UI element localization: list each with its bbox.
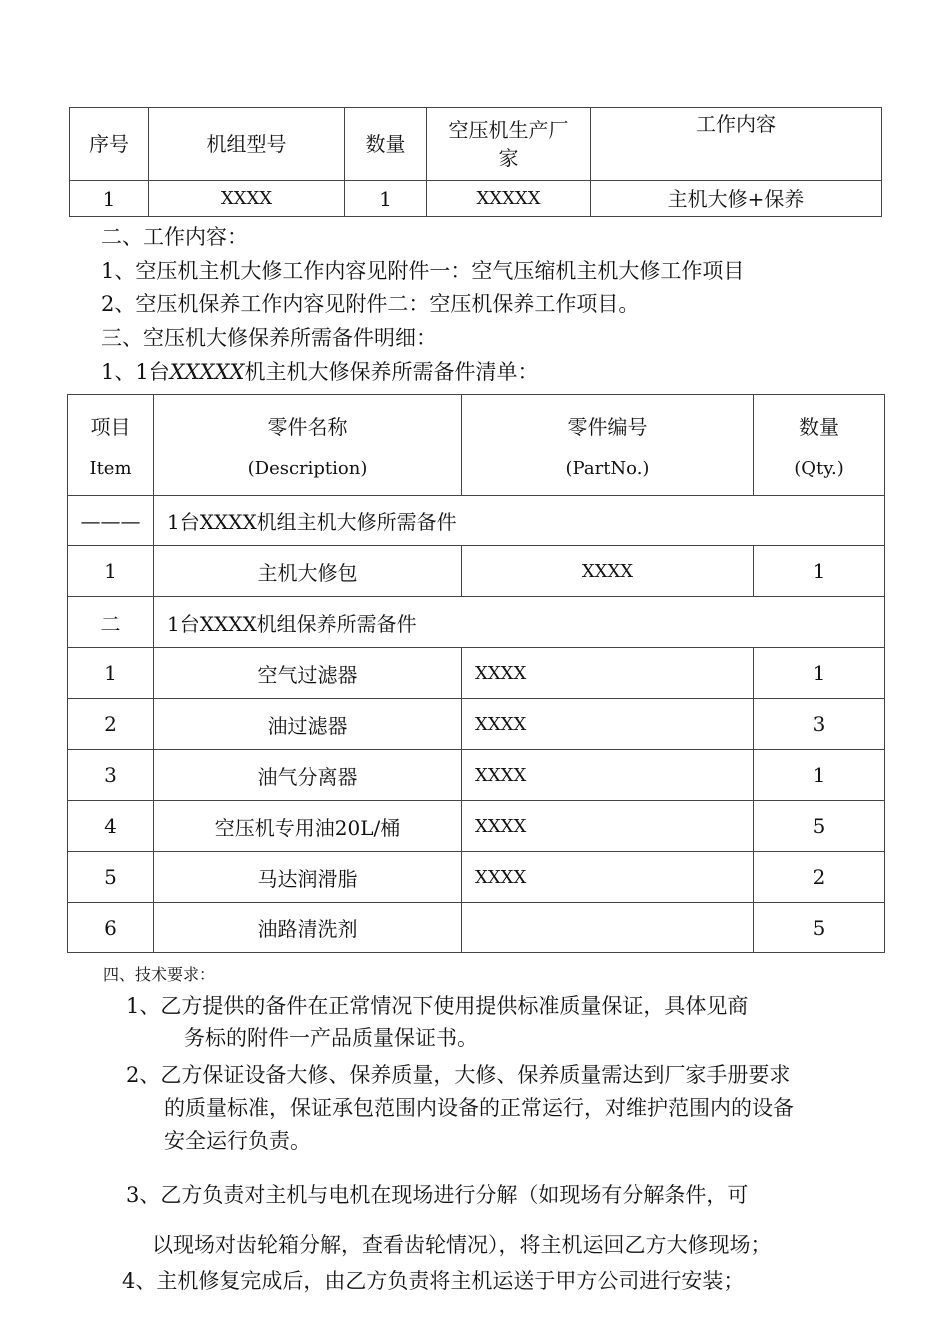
cell-item: 6 [68,903,154,953]
cell-partno: XXXX [462,546,754,597]
cell-partno: XXXX [462,801,754,852]
requirement-3-line1: 3、乙方负责对主机与电机在现场进行分解（如现场有分解条件，可 [126,1183,749,1207]
section4-title: 四、技术要求： [103,965,216,984]
requirement-1 [126,990,748,1054]
cell-partno: XXXX [462,852,754,903]
group-index: ——— [68,496,154,546]
table-row [68,903,885,953]
requirement-3 [126,1170,772,1270]
unit-table [69,107,882,217]
header-item-en: Item [89,458,132,479]
header-work: 工作内容 [591,108,882,181]
section2-item-2: 2、空压机保养工作内容见附件二：空压机保养工作项目。 [101,292,640,316]
cell-description: 空气过滤器 [154,648,462,699]
cell-description: 油路清洗剂 [154,903,462,953]
header-qty-cn: 数量 [799,415,839,439]
cell-item: 5 [68,852,154,903]
requirement-4-line1: 4、主机修复完成后，由乙方负责将主机运送于甲方公司进行安装； [122,1269,745,1293]
table-row [68,750,885,801]
list-model: XXXXX [169,360,245,384]
unit-table-row [70,181,882,217]
cell-description: 油气分离器 [154,750,462,801]
header-partno-cn: 零件编号 [567,415,648,439]
table-row [68,546,885,597]
unit-table-header-row [70,108,882,181]
section2-title: 二、工作内容： [101,225,248,249]
cell-description: 主机大修包 [154,546,462,597]
cell-qty: 1 [754,648,885,699]
cell-model: XXXX [149,181,345,217]
cell-qty: 1 [345,181,427,217]
section2-item-1: 1、空压机主机大修工作内容见附件一：空气压缩机主机大修工作项目 [101,259,745,283]
header-qty: 数量 [345,108,427,181]
cell-item: 3 [68,750,154,801]
cell-qty: 5 [754,801,885,852]
header-manufacturer [427,108,591,181]
header-qty-en: (Qty.) [794,458,844,479]
list-prefix: 1、1台 [101,360,170,384]
cell-work: 主机大修+保养 [591,181,882,217]
cell-item: 1 [68,648,154,699]
requirement-2-line1: 2、乙方保证设备大修、保养质量，大修、保养质量需达到厂家手册要求 [126,1063,791,1087]
group-title: 1台XXXX机组主机大修所需备件 [154,496,885,546]
group-row-overhaul [68,496,885,546]
header-manufacturer-line1: 空压机生产厂 [448,118,569,142]
header-item [68,395,154,496]
requirement-1-line2: 务标的附件一产品质量保证书。 [184,1026,478,1050]
cell-description: 马达润滑脂 [154,852,462,903]
cell-partno: XXXX [462,750,754,801]
cell-partno [462,903,754,953]
table-row [68,852,885,903]
requirement-1-line1: 1、乙方提供的备件在正常情况下使用提供标准质量保证，具体见商 [126,994,749,1018]
header-partno [462,395,754,496]
header-description-en: (Description) [247,458,368,479]
header-manufacturer-line2: 家 [498,146,519,170]
header-description-cn: 零件名称 [267,415,348,439]
cell-item: 4 [68,801,154,852]
list-suffix: 机主机大修保养所需备件清单： [244,360,539,384]
header-qty [754,395,885,496]
requirement-2 [126,1059,794,1158]
requirement-3-line2: 以现场对齿轮箱分解，查看齿轮情况），将主机运回乙方大修现场； [152,1233,772,1257]
table-row [68,648,885,699]
cell-qty: 1 [754,750,885,801]
parts-table [67,394,885,953]
cell-manufacturer: XXXXX [427,181,591,217]
cell-item: 1 [68,546,154,597]
cell-qty: 5 [754,903,885,953]
table-row [68,801,885,852]
group-title: 1台XXXX机组保养所需备件 [154,597,885,648]
group-index: 二 [68,597,154,648]
cell-item: 2 [68,699,154,750]
cell-qty: 1 [754,546,885,597]
cell-description: 油过滤器 [154,699,462,750]
header-model: 机组型号 [149,108,345,181]
requirement-2-line3: 安全运行负责。 [164,1129,311,1153]
cell-partno: XXXX [462,699,754,750]
header-item-cn: 项目 [90,415,131,439]
header-description [154,395,462,496]
section3-title: 三、空压机大修保养所需备件明细： [101,326,437,350]
section3-list-title [101,356,539,386]
requirement-2-line2: 的质量标准，保证承包范围内设备的正常运行，对维护范围内的设备 [164,1096,794,1120]
header-index: 序号 [70,108,149,181]
cell-index: 1 [70,181,149,217]
header-partno-en: (PartNo.) [565,458,650,479]
cell-partno: XXXX [462,648,754,699]
parts-header-row [68,395,885,496]
cell-qty: 2 [754,852,885,903]
cell-description: 空压机专用油20L/桶 [154,801,462,852]
group-row-maintenance [68,597,885,648]
table-row [68,699,885,750]
cell-qty: 3 [754,699,885,750]
requirement-4 [122,1266,744,1296]
